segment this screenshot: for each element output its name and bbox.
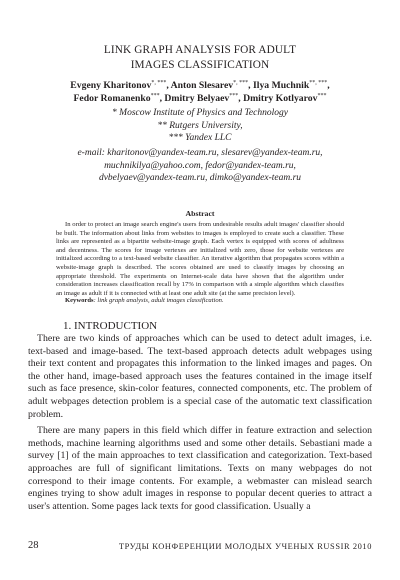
- section-body: [28, 333, 372, 513]
- journal-name: ТРУДЫ КОНФЕРЕНЦИИ МОЛОДЫХ УЧЕНЫХ RUSSIR 2010: [118, 542, 372, 551]
- abstract-heading: Abstract: [185, 209, 215, 218]
- keywords: [65, 297, 345, 306]
- page-number: 28: [28, 540, 39, 551]
- email-line: dvbelyaev@yandex-team.ru, dimko@yandex-team.ru: [98, 173, 302, 183]
- author-name: Ilya Muchnik: [253, 80, 310, 91]
- author-list: [28, 80, 372, 105]
- keywords-text: : link graph analysis, adult images classification.: [93, 297, 224, 304]
- body-paragraph: There are two kinds of approaches which can be used to detect adult images, i.e. text-based and image-based. The text-based approach detects adult webpages using their text content and propagates this information to the linked images and pages. On the other hand, image-based approach uses the features contained in the image itself such as face presence, skin-color features, connected components, etc. The problem of adult webpages detection problem is a special case of the automatic text classification problem.: [28, 333, 372, 420]
- email-line: muchnikilya@yahoo.com, fedor@yandex-team.ru,: [104, 160, 296, 171]
- author-line: [28, 80, 372, 93]
- affiliation: *** Yandex LLC: [168, 133, 232, 144]
- title-line: LINK GRAPH ANALYSIS FOR ADULT: [103, 44, 297, 56]
- author-mark: *, ***: [151, 80, 167, 86]
- author-mark: ***: [150, 92, 160, 99]
- author-separator: ,: [238, 92, 244, 104]
- author-name: Fedor Romanenko: [73, 92, 151, 104]
- author-separator: ,: [166, 80, 171, 91]
- author-mark: *, ***: [233, 80, 249, 86]
- author-separator: ,: [327, 80, 330, 91]
- abstract-text: In order to protect an image search engine's users from undesirable results adult images' classifier should be built. The information about links from websites to images is employed to create such a classifier. These links are represented as a bipartite website-image graph. Each vertex is equipped with scores of adultness and decentness. The scores for image vertexes are initialized with zero, those for website vertexes are initialized according to a text-based website classifier. An iterative algorithm that propagates scores within a website-image graph is described. The scores obtained are used to classify images by choosing an appropriate threshold. The experiments on Internet-scale data have shown that the algorithm under consideration increases classification recall by 17% in comparison with a simple algorithm which classifies an image as adult if it is connected with at least one adult site (at the same precision level).: [56, 221, 344, 297]
- keywords-label: Keywords: [65, 297, 94, 304]
- author-name: Dmitry Kotlyarov: [243, 92, 318, 104]
- author-separator: ,: [159, 92, 165, 104]
- affiliations: [28, 107, 372, 145]
- author-mark: **, ***: [309, 80, 328, 86]
- email-list: [28, 147, 372, 185]
- email-line: e-mail: kharitonov@yandex-team.ru, slesarev@yandex-team.ru,: [77, 148, 323, 158]
- affiliation: * Moscow Institute of Physics and Technology: [112, 108, 288, 118]
- author-name: Dmitry Belyaev: [164, 92, 230, 104]
- body-paragraph: There are many papers in this field which differ in feature extraction and selection methods, machine learning algorithms used and some other details. Sebastiani made a survey [1] of the main approaches to text classification and categorization. Text-based approaches are full of significant limitations. Texts on many webpages do not correspond to their image contents. For example, a webmaster can mislead search engines trying to show adult images in response to popular decent queries to attract a user's attention. Some pages lack texts for good classification. Usually a: [28, 425, 372, 512]
- section-heading: 1. INTRODUCTION: [63, 320, 158, 332]
- paper-title: [40, 43, 360, 73]
- author-name: Evgeny Kharitonov: [70, 80, 152, 91]
- author-mark: ***: [229, 92, 239, 99]
- author-line: [28, 93, 372, 106]
- title-line: IMAGES CLASSIFICATION: [130, 59, 270, 71]
- abstract-body: [56, 221, 344, 298]
- author-mark: ***: [317, 92, 327, 99]
- author-separator: ,: [248, 80, 253, 91]
- author-name: Anton Slesarev: [170, 80, 234, 91]
- affiliation: ** Rutgers University,: [157, 120, 243, 131]
